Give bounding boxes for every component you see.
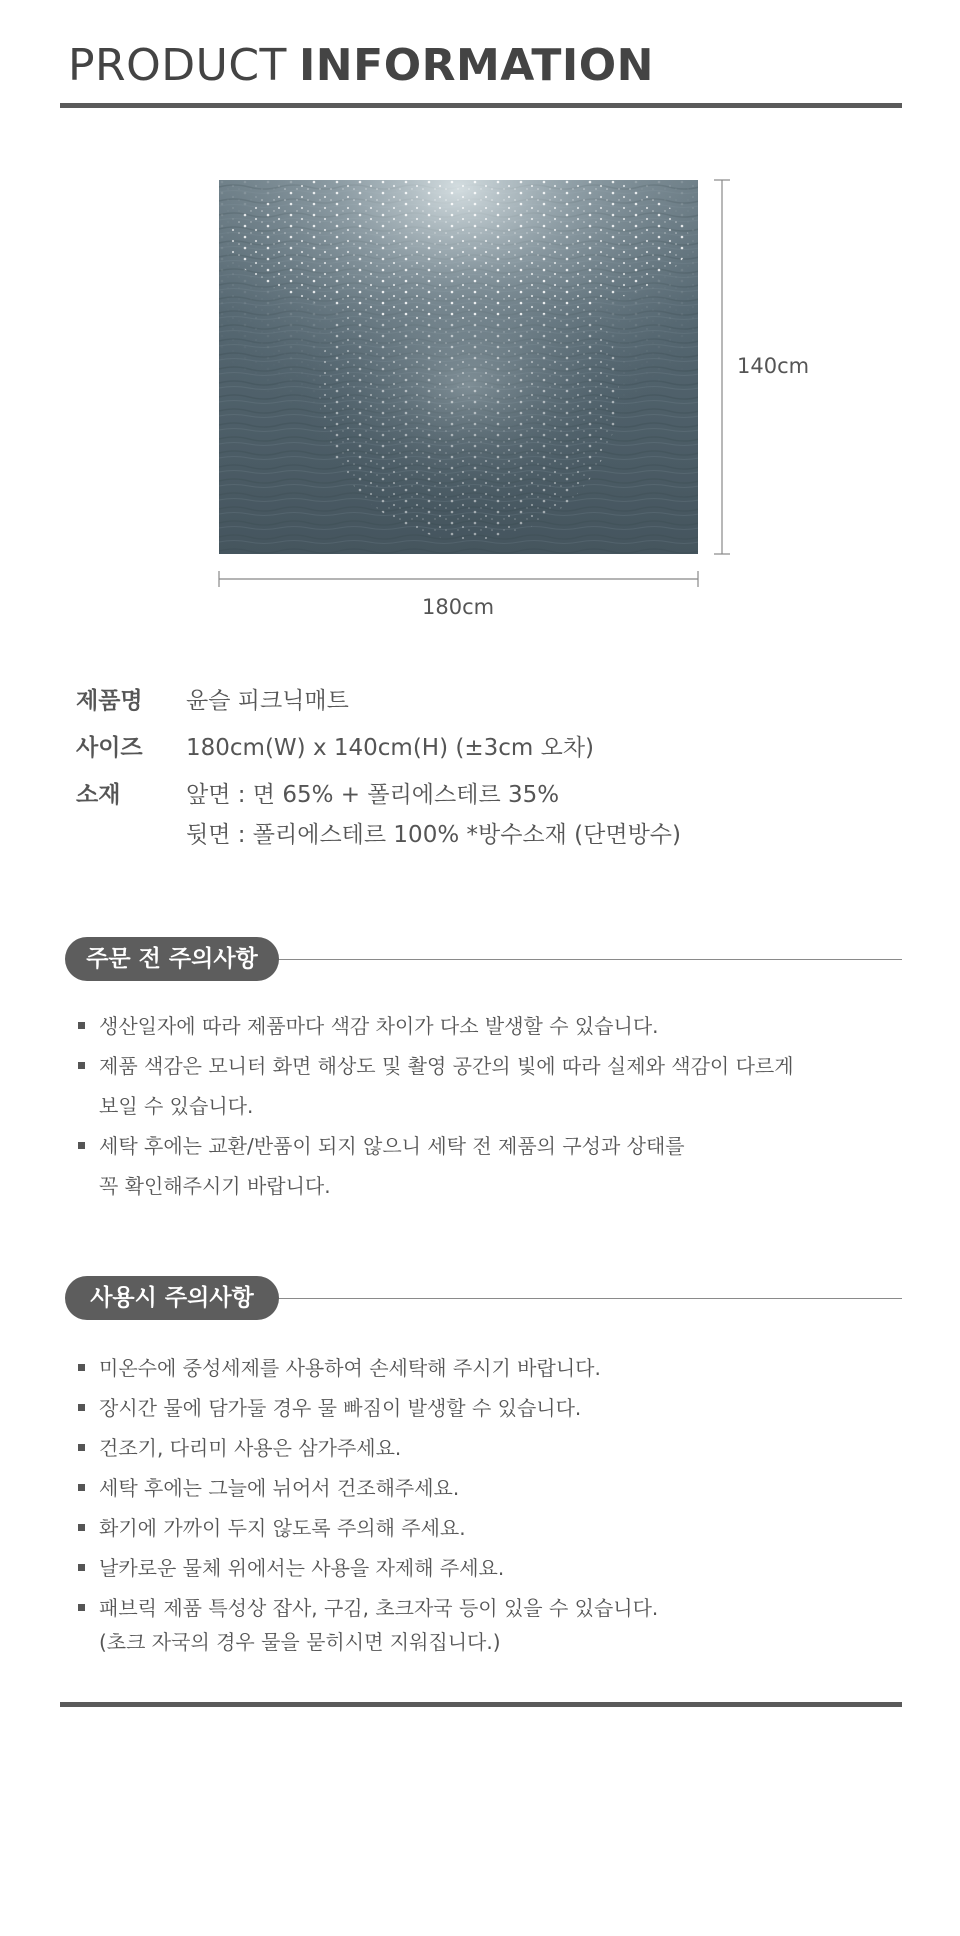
list-item-text: 건조기, 다리미 사용은 삼가주세요. bbox=[99, 1436, 402, 1460]
list-item-text: 패브릭 제품 특성상 잡사, 구김, 초크자국 등이 있을 수 있습니다. bbox=[99, 1596, 659, 1620]
list-item-text: (초크 자국의 경우 물을 묻히시면 지워집니다.) bbox=[99, 1630, 501, 1654]
spec-size-key: 사이즈 bbox=[76, 735, 143, 761]
list-item-text: 제품 색감은 모니터 화면 해상도 및 촬영 공간의 빛에 따라 실제와 색감이 다르게 bbox=[99, 1054, 794, 1078]
list-item-text: 미온수에 중성세제를 사용하여 손세탁해 주시기 바랍니다. bbox=[99, 1356, 601, 1380]
list-item bbox=[78, 1046, 898, 1126]
usage-notice-list bbox=[78, 1348, 898, 1662]
list-item bbox=[78, 1348, 898, 1388]
list-item bbox=[78, 1588, 898, 1662]
list-item-text: 생산일자에 따라 제품마다 색감 차이가 다소 발생할 수 있습니다. bbox=[99, 1014, 659, 1038]
usage-section-line bbox=[270, 1298, 902, 1299]
list-item-text: 세탁 후에는 그늘에 뉘어서 건조해주세요. bbox=[99, 1476, 460, 1500]
spec-material-back: 뒷면 : 폴리에스테르 100% *방수소재 (단면방수) bbox=[186, 822, 681, 848]
list-item bbox=[78, 1428, 898, 1468]
width-dimension-label: 180cm bbox=[422, 595, 495, 619]
list-item-text: 날카로운 물체 위에서는 사용을 자제해 주세요. bbox=[99, 1556, 505, 1580]
list-item bbox=[78, 1126, 898, 1206]
spec-row-material bbox=[76, 775, 559, 815]
spec-material-key: 소재 bbox=[76, 782, 121, 808]
spec-row-name bbox=[76, 681, 349, 721]
list-item bbox=[78, 1548, 898, 1588]
list-item bbox=[78, 1388, 898, 1428]
spec-size-value: 180cm(W) x 140cm(H) (±3cm 오차) bbox=[186, 735, 595, 761]
usage-section-title: 사용시 주의사항 bbox=[65, 1276, 279, 1320]
list-item-text: 세탁 후에는 교환/반품이 되지 않으니 세탁 전 제품의 구성과 상태를 bbox=[99, 1134, 685, 1158]
spec-name-key: 제품명 bbox=[76, 688, 143, 714]
list-item-text: 꼭 확인해주시기 바랍니다. bbox=[99, 1174, 331, 1198]
spec-name-value: 윤슬 피크닉매트 bbox=[186, 688, 349, 714]
height-dimension-label: 140cm bbox=[737, 354, 810, 378]
pre-order-section-title: 주문 전 주의사항 bbox=[65, 937, 279, 981]
footer-divider bbox=[60, 1702, 902, 1707]
list-item bbox=[78, 1468, 898, 1508]
list-item bbox=[78, 1508, 898, 1548]
list-item-text: 화기에 가까이 두지 않도록 주의해 주세요. bbox=[99, 1516, 466, 1540]
pre-order-section-line bbox=[270, 959, 902, 960]
list-item-text: 보일 수 있습니다. bbox=[99, 1094, 254, 1118]
list-item bbox=[78, 1006, 898, 1046]
page-title-light: PRODUCT bbox=[68, 40, 287, 91]
spec-row-size bbox=[76, 728, 594, 768]
spec-material-front: 앞면 : 면 65% + 폴리에스테르 35% bbox=[186, 782, 560, 808]
page-title-bold: INFORMATION bbox=[298, 40, 655, 91]
pre-order-notice-list bbox=[78, 1006, 898, 1206]
list-item-text: 장시간 물에 담가둘 경우 물 빠짐이 발생할 수 있습니다. bbox=[99, 1396, 582, 1420]
